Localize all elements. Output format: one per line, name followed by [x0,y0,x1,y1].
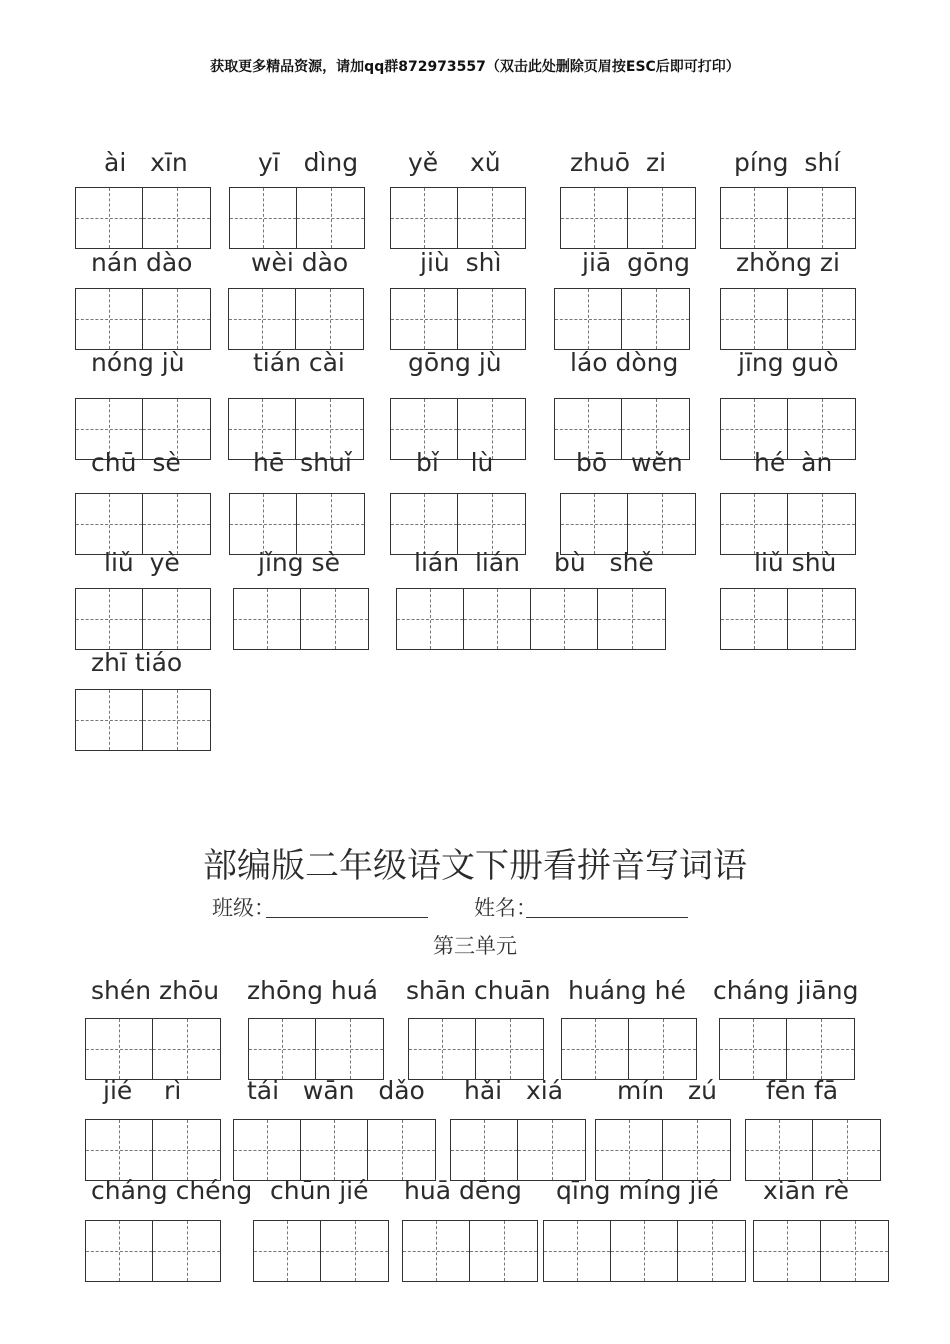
writing-grid[interactable] [720,588,856,650]
pinyin-label: hǎi xiá [464,1076,564,1105]
pinyin-label: jǐng sè [258,548,340,577]
pinyin-label: bō wěn [576,448,683,477]
writing-grid[interactable] [753,1220,889,1282]
pinyin-label: huáng hé [568,976,686,1005]
pinyin-label: zhī tiáo [91,648,183,677]
pinyin-label: liǔ shù [754,548,837,577]
writing-grid[interactable] [85,1220,221,1282]
writing-grid[interactable] [745,1119,881,1181]
pinyin-label: hē shuǐ [253,448,352,477]
pinyin-label: láo dòng [570,348,679,377]
class-label: 班级： [212,896,275,920]
pinyin-label: jiā gōng [582,248,690,277]
pinyin-label: shān chuān [406,976,551,1005]
writing-grid[interactable] [229,187,365,249]
writing-grid[interactable] [75,288,211,350]
writing-grid[interactable] [402,1220,538,1282]
writing-grid[interactable] [450,1119,586,1181]
pinyin-label: bǐ lù [416,448,494,477]
writing-grid[interactable] [75,588,211,650]
pinyin-label: nóng jù [91,348,185,377]
writing-grid[interactable] [560,187,696,249]
pinyin-label: jīng guò [738,348,839,377]
pinyin-label: shén zhōu [91,976,220,1005]
pinyin-label: jié rì [103,1076,182,1105]
writing-grid[interactable] [233,588,369,650]
pinyin-label: fēn fā [766,1076,839,1105]
writing-grid[interactable] [390,288,526,350]
writing-grid[interactable] [595,1119,731,1181]
writing-grid[interactable] [408,1018,544,1080]
page-header-note: 获取更多精品资源，请加qq群872973557（双击此处删除页眉按ESC后即可打印） [210,59,740,75]
writing-grid[interactable] [561,1018,697,1080]
writing-grid[interactable] [75,187,211,249]
writing-grid[interactable] [390,187,526,249]
writing-grid[interactable] [720,288,856,350]
pinyin-label: chū sè [91,448,181,477]
pinyin-label: cháng jiāng [713,976,859,1005]
name-field[interactable] [526,917,688,918]
pinyin-label: lián lián [414,548,521,577]
writing-grid[interactable] [228,288,364,350]
pinyin-label: bù shě [554,548,654,577]
unit-heading: 第三单元 [433,934,517,958]
pinyin-label: chūn jié [270,1176,369,1205]
pinyin-label: yě xǔ [408,148,501,177]
writing-grid[interactable] [229,493,365,555]
pinyin-label: tián cài [253,348,345,377]
pinyin-label: liǔ yè [104,548,180,577]
pinyin-label: tái wān dǎo [247,1076,425,1105]
writing-grid[interactable] [720,187,856,249]
pinyin-label: yī dìng [258,148,359,177]
writing-grid[interactable] [396,588,666,650]
writing-grid[interactable] [543,1220,746,1282]
pinyin-label: huā dēng [404,1176,522,1205]
writing-grid[interactable] [554,288,690,350]
writing-grid[interactable] [719,1018,855,1080]
pinyin-label: ài xīn [104,148,188,177]
writing-grid[interactable] [560,493,696,555]
writing-grid[interactable] [248,1018,384,1080]
pinyin-label: cháng chéng [91,1176,253,1205]
writing-grid[interactable] [253,1220,389,1282]
writing-grid[interactable] [85,1119,221,1181]
writing-grid[interactable] [720,493,856,555]
pinyin-label: qīng míng jié [556,1176,719,1205]
writing-grid[interactable] [85,1018,221,1080]
pinyin-label: mín zú [617,1076,717,1105]
pinyin-label: píng shí [734,148,841,177]
pinyin-label: jiù shì [420,248,502,277]
writing-grid[interactable] [75,493,211,555]
pinyin-label: xiān rè [763,1176,849,1205]
pinyin-label: zhōng huá [247,976,378,1005]
pinyin-label: nán dào [91,248,193,277]
writing-grid[interactable] [75,689,211,751]
pinyin-label: zhuō zi [570,148,667,177]
name-label: 姓名： [474,896,537,920]
class-field[interactable] [266,917,428,918]
writing-grid[interactable] [233,1119,436,1181]
writing-grid[interactable] [390,493,526,555]
pinyin-label: zhǒng zi [736,248,840,277]
pinyin-label: gōng jù [408,348,502,377]
pinyin-label: wèi dào [251,248,349,277]
page-title: 部编版二年级语文下册看拼音写词语 [203,846,747,886]
pinyin-label: hé àn [754,448,833,477]
